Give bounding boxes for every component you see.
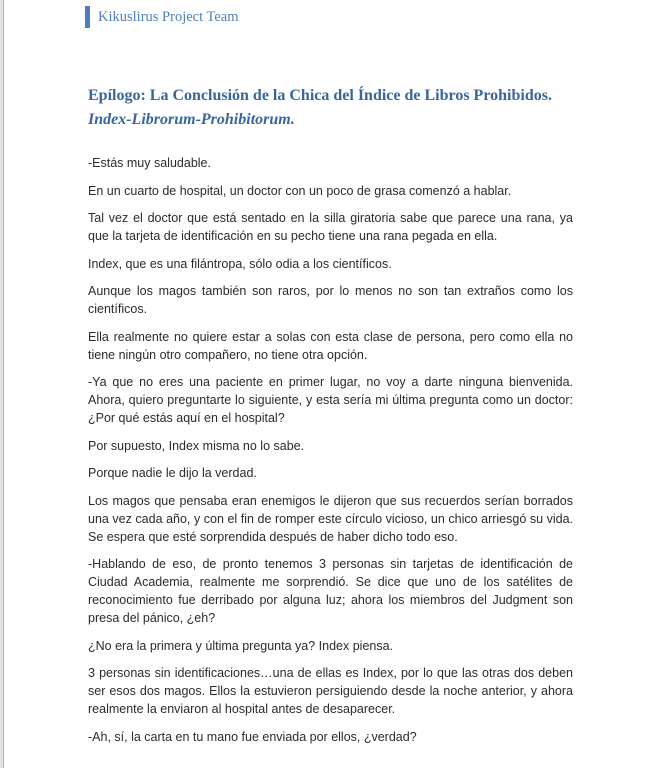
- paragraph: Tal vez el doctor que está sentado en la silla giratoria sabe que parece una rana, ya que la tarjeta de identificación en su pecho tiene una rana pegada en ella.: [88, 211, 573, 243]
- paragraph: 3 personas sin identificaciones…una de ellas es Index, por lo que las otras dos deben ser esos dos magos. Ellos la estuvieron persiguiendo desde la noche anterior, y ahora realmente la enviaron al hospital antes de desaparecer.: [88, 666, 573, 716]
- paragraph: -Ah, sí, la carta en tu mano fue enviada por ellos, ¿verdad?: [88, 729, 417, 744]
- page-content: [88, 0, 573, 755]
- document-header: [85, 6, 573, 28]
- body-text: [88, 154, 573, 746]
- page-edge-strip: [0, 0, 4, 768]
- header-accent-bar: [85, 6, 90, 28]
- paragraph: ¿No era la primera y última pregunta ya? Index piensa.: [88, 638, 394, 653]
- paragraph: Porque nadie le dijo la verdad.: [88, 466, 257, 480]
- paragraph: Por supuesto, Index misma no lo sabe.: [88, 438, 305, 453]
- paragraph: En un cuarto de hospital, un doctor con un poco de grasa comenzó a hablar.: [88, 183, 512, 198]
- paragraph: -Estás muy saludable.: [88, 156, 211, 170]
- paragraph: -Ya que no eres una paciente en primer lugar, no voy a darte ninguna bienvenida. Ahora, quiero preguntarte lo siguiente, y esta sería mi última pregunta como un doctor: ¿Por qué estás aquí en el hospital?: [88, 375, 573, 425]
- paragraph: Aunque los magos también son raros, por lo menos no son tan extraños como los científicos.: [88, 284, 573, 316]
- paragraph: -Hablando de eso, de pronto tenemos 3 personas sin tarjetas de identificación de Ciudad Academia, realmente me sorprendió. Se dice que uno de los satélites de reconocimiento fue derribado por alguna luz; ahora los miembros del Judgment son presa del pánico, ¿eh?: [88, 557, 573, 625]
- chapter-subtitle: Index-Librorum-Prohibitorum.: [88, 111, 295, 128]
- paragraph: Index, que es una filántropa, sólo odia a los científicos.: [88, 256, 392, 271]
- chapter-title: Epílogo: La Conclusión de la Chica del Índice de Libros Prohibidos.: [88, 87, 552, 104]
- chapter-title-block: [88, 84, 573, 132]
- paragraph: Los magos que pensaba eran enemigos le dijeron que sus recuerdos serían borrados una vez cada año, y con el fin de romper este círculo vicioso, un chico arriesgó su vida. Se espera que esté sorprendida después de haber dicho todo eso.: [88, 493, 573, 544]
- team-name-label: Kikuslirus Project Team: [98, 9, 239, 25]
- paragraph: Ella realmente no quiere estar a solas con esta clase de persona, pero como ella no tiene ningún otro compañero, no tiene otra opción.: [88, 329, 573, 362]
